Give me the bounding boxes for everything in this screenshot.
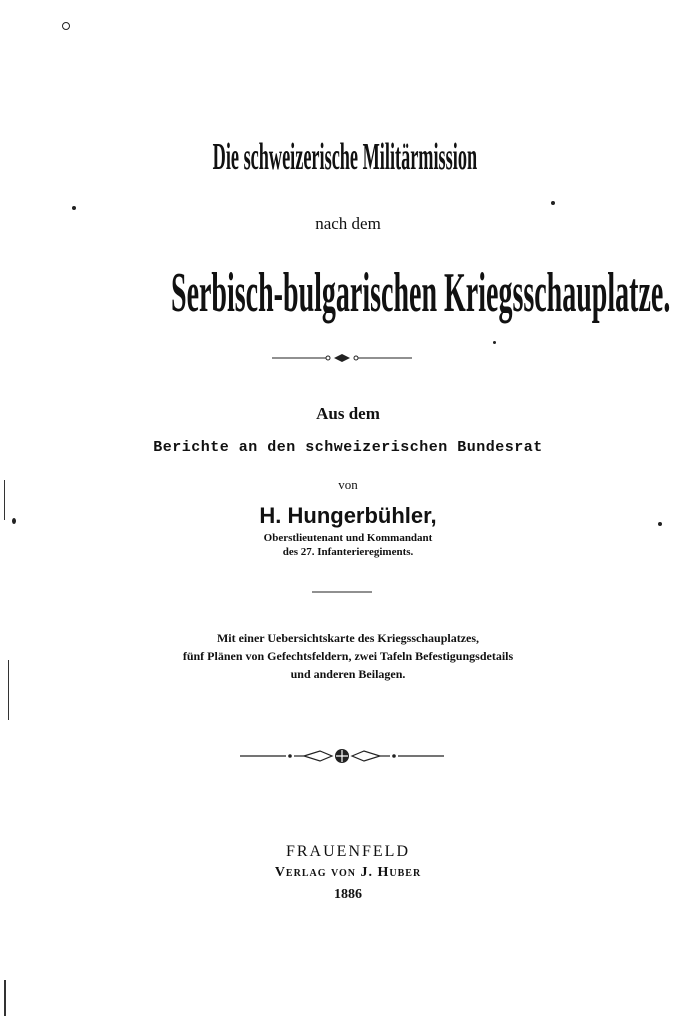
title-line-1: Die schweizerische Militärmission (212, 136, 478, 178)
scan-speck (72, 206, 76, 210)
separator-rule (312, 590, 372, 594)
author-rank-1: Oberstlieutenant und Kommandant (263, 532, 433, 544)
scan-speck (551, 201, 555, 205)
contents-note-line: fünf Plänen von Gefechtsfeldern, zwei Tafeln Befestigungsdetails (182, 649, 514, 663)
page-edge-mark (4, 980, 6, 1016)
contents-note-line: Mit einer Uebersichtskarte des Kriegsschauplatzes, (216, 631, 480, 645)
by-line: von (338, 477, 358, 492)
author-name: H. Hungerbühler, (259, 503, 437, 528)
source-line-2: Berichte an den schweizerischen Bundesrat (153, 439, 543, 456)
contents-note-line: und anderen Beilagen. (290, 667, 406, 681)
imprint-year: 1886 (334, 887, 362, 902)
title-connector: nach dem (315, 214, 381, 233)
author-rank-2: des 27. Infanterieregiments. (282, 546, 414, 558)
imprint-publisher: Verlag von J. Huber (274, 865, 422, 880)
title-line-2: Serbisch-bulgarischen Kriegsschauplatze. (171, 262, 671, 324)
ornamental-rule-large (240, 747, 444, 765)
imprint-city: FRAUENFELD (285, 843, 410, 860)
ornamental-rule-small (272, 351, 412, 365)
source-line-1: Aus dem (316, 404, 380, 423)
scan-speck (62, 22, 70, 30)
scan-speck (493, 341, 496, 344)
